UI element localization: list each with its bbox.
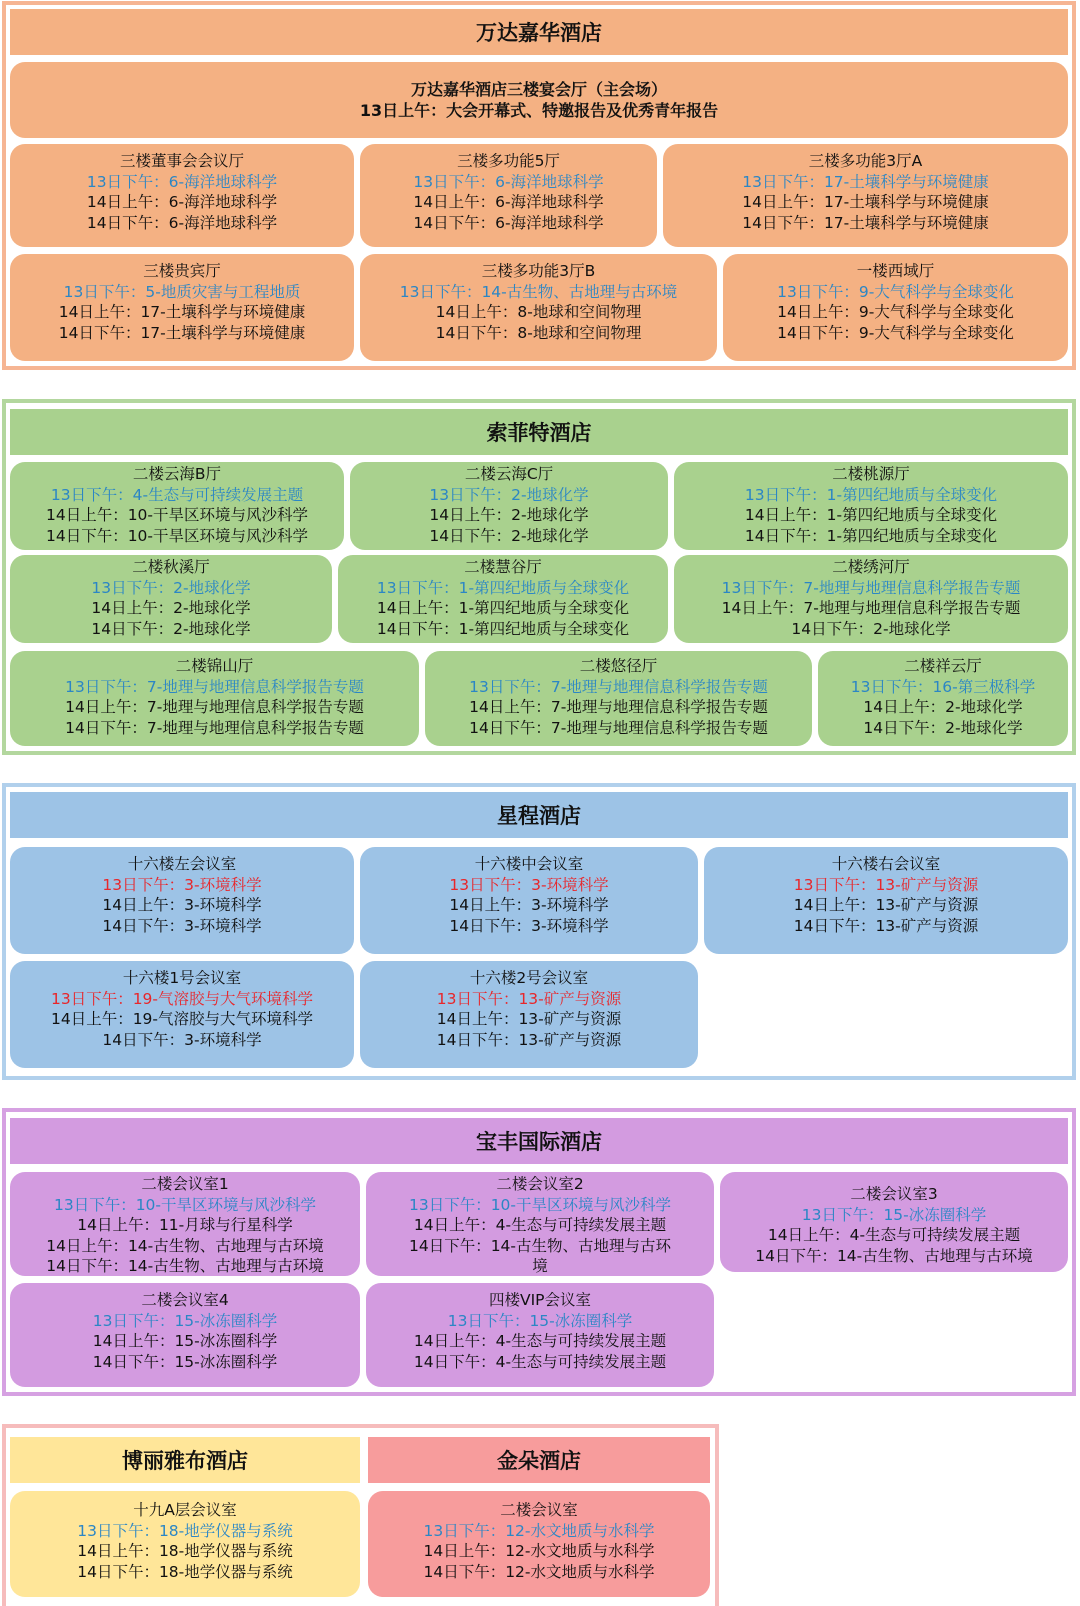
room-card bbox=[366, 1172, 714, 1276]
sofitel-header: 索菲特酒店 bbox=[10, 409, 1068, 455]
room-card bbox=[10, 1172, 360, 1276]
session-13-pm: 13日下午：15-冰冻圈科学 bbox=[92, 1311, 278, 1330]
session-14-am: 14日上午：1-第四纪地质与全球变化 bbox=[744, 506, 998, 524]
session-14-am: 14日上午：13-矿产与资源 bbox=[436, 1010, 622, 1028]
session-14-am: 14日上午：3-环境科学 bbox=[102, 896, 262, 914]
session-14-am-2: 14日上午：14-古生物、古地理与古环境 bbox=[46, 1236, 324, 1255]
room-card bbox=[360, 961, 698, 1068]
room-name: 三楼多功能5厅 bbox=[457, 152, 560, 170]
room-name: 三楼多功能3厅B bbox=[481, 262, 596, 280]
session-14-pm: 14日下午：1-第四纪地质与全球变化 bbox=[744, 526, 998, 545]
room-card bbox=[360, 254, 717, 361]
room-card bbox=[10, 254, 354, 361]
room-card bbox=[10, 144, 354, 247]
session-13-pm: 13日下午：15-冰冻圈科学 bbox=[447, 1311, 633, 1330]
session-14-am: 14日上午：2-地球化学 bbox=[863, 698, 1023, 716]
session-14-pm: 14日下午：4-生态与可持续发展主题 bbox=[413, 1352, 667, 1371]
session-14-am: 14日上午：8-地球和空间物理 bbox=[435, 303, 642, 321]
room-name: 二楼锦山厅 bbox=[175, 657, 254, 675]
session-13-pm: 13日下午：19-气溶胶与大气环境科学 bbox=[50, 989, 314, 1008]
main-hall-desc: 13日上午：大会开幕式、特邀报告及优秀青年报告 bbox=[359, 101, 719, 120]
session-13-pm: 13日下午：10-干旱区环境与风沙科学 bbox=[408, 1195, 672, 1214]
room-name: 二楼悠径厅 bbox=[579, 657, 658, 675]
session-14-am: 14日上午：10-干旱区环境与风沙科学 bbox=[45, 506, 309, 524]
session-14-am: 14日上午：2-地球化学 bbox=[429, 506, 589, 524]
room-name: 二楼绣河厅 bbox=[832, 558, 910, 576]
session-13-pm: 13日下午：2-地球化学 bbox=[91, 578, 251, 597]
session-13-pm: 13日下午：14-古生物、古地理与古环境 bbox=[399, 282, 678, 301]
session-13-pm: 13日下午：18-地学仪器与系统 bbox=[77, 1521, 293, 1540]
room-name: 二楼会议室 bbox=[500, 1501, 578, 1519]
session-14-pm: 14日下午：9-大气科学与全球变化 bbox=[777, 323, 1014, 342]
room-card bbox=[368, 1491, 710, 1597]
room-card bbox=[720, 1172, 1068, 1272]
room-name: 三楼多功能3厅A bbox=[808, 152, 923, 170]
room-name: 二楼秋溪厅 bbox=[132, 558, 210, 576]
session-13-pm: 13日下午：3-环境科学 bbox=[449, 875, 609, 894]
session-13-pm: 13日下午：12-水文地质与水科学 bbox=[423, 1521, 655, 1540]
room-name: 十六楼左会议室 bbox=[127, 855, 237, 873]
room-name: 一楼西域厅 bbox=[856, 262, 935, 280]
session-14-pm: 14日下午：2-地球化学 bbox=[863, 718, 1023, 737]
session-14-pm-wrap: 境 bbox=[532, 1257, 548, 1275]
room-name: 十六楼1号会议室 bbox=[122, 969, 242, 987]
room-card bbox=[360, 847, 698, 954]
session-14-am: 14日上午：2-地球化学 bbox=[91, 599, 251, 617]
session-13-pm: 13日下午：4-生态与可持续发展主题 bbox=[50, 485, 304, 504]
session-14-am: 14日上午：12-水文地质与水科学 bbox=[423, 1542, 655, 1560]
session-13-pm: 13日下午：7-地理与地理信息科学报告专题 bbox=[469, 677, 768, 696]
session-13-pm: 13日下午：13-矿产与资源 bbox=[793, 875, 979, 894]
session-14-pm: 14日下午：15-冰冻圈科学 bbox=[92, 1352, 278, 1371]
session-14-am: 14日上午：17-土壤科学与环境健康 bbox=[742, 193, 989, 211]
session-14-pm: 14日下午：2-地球化学 bbox=[429, 526, 589, 545]
session-14-am: 14日上午：13-矿产与资源 bbox=[793, 896, 979, 914]
session-14-pm: 14日下午：14-古生物、古地理与古环境 bbox=[755, 1246, 1033, 1265]
session-14-pm: 14日下午：13-矿产与资源 bbox=[436, 1030, 622, 1049]
session-14-pm: 14日下午：7-地理与地理信息科学报告专题 bbox=[65, 718, 364, 737]
session-14-am: 14日上午：7-地理与地理信息科学报告专题 bbox=[721, 599, 1021, 617]
session-14-am: 14日上午：7-地理与地理信息科学报告专题 bbox=[65, 698, 364, 716]
session-13-pm: 13日下午：1-第四纪地质与全球变化 bbox=[744, 485, 998, 504]
room-card bbox=[360, 144, 657, 247]
room-name: 二楼云海C厅 bbox=[464, 465, 554, 483]
session-13-pm: 13日下午：10-干旱区环境与风沙科学 bbox=[53, 1195, 317, 1214]
room-card bbox=[723, 254, 1068, 361]
session-13-pm: 13日下午：2-地球化学 bbox=[429, 485, 589, 504]
session-14-am: 14日上午：19-气溶胶与大气环境科学 bbox=[50, 1010, 314, 1028]
session-14-pm: 14日下午：1-第四纪地质与全球变化 bbox=[376, 619, 630, 638]
session-13-pm: 13日下午：9-大气科学与全球变化 bbox=[777, 282, 1014, 301]
xingcheng-header: 星程酒店 bbox=[10, 792, 1068, 838]
session-13-pm: 13日下午：1-第四纪地质与全球变化 bbox=[376, 578, 630, 597]
session-14-am: 14日上午：17-土壤科学与环境健康 bbox=[58, 303, 306, 321]
session-13-pm: 13日下午：5-地质灾害与工程地质 bbox=[63, 282, 301, 301]
session-14-pm: 14日下午：6-海洋地球科学 bbox=[413, 213, 604, 232]
session-14-pm: 14日下午：3-环境科学 bbox=[102, 916, 262, 935]
room-name: 三楼董事会会议厅 bbox=[119, 152, 244, 170]
room-name: 三楼贵宾厅 bbox=[143, 262, 221, 280]
room-card bbox=[425, 651, 812, 746]
session-14-am: 14日上午：4-生态与可持续发展主题 bbox=[767, 1226, 1021, 1244]
session-13-pm: 13日下午：16-第三极科学 bbox=[850, 677, 1036, 696]
session-14-am: 14日上午：11-月球与行星科学 bbox=[77, 1216, 293, 1234]
room-name: 二楼会议室1 bbox=[141, 1175, 229, 1193]
room-name: 四楼VIP会议室 bbox=[488, 1291, 592, 1309]
session-14-am: 14日上午：4-生态与可持续发展主题 bbox=[413, 1332, 667, 1350]
room-card bbox=[350, 462, 668, 550]
session-13-pm: 13日下午：6-海洋地球科学 bbox=[86, 172, 278, 191]
wanda-main-hall bbox=[10, 62, 1068, 138]
room-name: 二楼桃源厅 bbox=[832, 465, 910, 483]
room-name: 二楼会议室2 bbox=[496, 1175, 584, 1193]
room-card bbox=[10, 462, 344, 550]
session-14-am: 14日上午：6-海洋地球科学 bbox=[413, 193, 604, 211]
room-card bbox=[663, 144, 1068, 247]
session-14-pm: 14日下午：17-土壤科学与环境健康 bbox=[58, 323, 306, 342]
room-name: 二楼会议室3 bbox=[850, 1185, 938, 1203]
session-14-pm: 14日下午：10-干旱区环境与风沙科学 bbox=[45, 526, 309, 545]
session-14-pm: 14日下午：3-环境科学 bbox=[449, 916, 609, 935]
main-hall-title: 万达嘉华酒店三楼宴会厅（主会场） bbox=[410, 80, 667, 99]
room-card bbox=[10, 555, 332, 643]
session-14-pm: 14日下午：3-环境科学 bbox=[102, 1030, 262, 1049]
session-14-am: 14日上午：1-第四纪地质与全球变化 bbox=[376, 599, 630, 617]
room-card bbox=[704, 847, 1068, 954]
session-14-pm: 14日下午：17-土壤科学与环境健康 bbox=[742, 213, 989, 232]
session-14-am: 14日上午：6-海洋地球科学 bbox=[86, 193, 278, 211]
session-13-pm: 13日下午：15-冰冻圈科学 bbox=[801, 1205, 987, 1224]
jinduo-header: 金朵酒店 bbox=[368, 1437, 710, 1483]
session-13-pm: 13日下午：7-地理与地理信息科学报告专题 bbox=[721, 578, 1021, 597]
session-14-am: 14日上午：15-冰冻圈科学 bbox=[92, 1332, 278, 1350]
room-name: 二楼会议室4 bbox=[141, 1291, 229, 1309]
room-card bbox=[10, 1491, 360, 1597]
session-13-pm: 13日下午：13-矿产与资源 bbox=[436, 989, 622, 1008]
session-14-am: 14日上午：9-大气科学与全球变化 bbox=[777, 303, 1014, 321]
room-card bbox=[10, 1283, 360, 1387]
room-name: 十六楼右会议室 bbox=[831, 855, 941, 873]
boliyabu-header: 博丽雅布酒店 bbox=[10, 1437, 360, 1483]
session-14-pm: 14日下午：7-地理与地理信息科学报告专题 bbox=[469, 718, 768, 737]
session-14-pm: 14日下午：13-矿产与资源 bbox=[793, 916, 979, 935]
room-name: 十六楼中会议室 bbox=[474, 855, 584, 873]
session-14-pm: 14日下午：12-水文地质与水科学 bbox=[423, 1562, 655, 1581]
session-14-pm: 14日下午：14-古生物、古地理与古环 bbox=[408, 1236, 672, 1255]
room-card bbox=[10, 651, 419, 746]
session-14-am: 14日上午：4-生态与可持续发展主题 bbox=[413, 1216, 667, 1234]
session-13-pm: 13日下午：6-海洋地球科学 bbox=[413, 172, 604, 191]
room-name: 二楼云海B厅 bbox=[132, 465, 222, 483]
session-14-am: 14日上午：7-地理与地理信息科学报告专题 bbox=[469, 698, 768, 716]
session-14-pm: 14日下午：8-地球和空间物理 bbox=[435, 323, 642, 342]
session-14-pm: 14日下午：18-地学仪器与系统 bbox=[77, 1562, 293, 1581]
room-card bbox=[818, 651, 1068, 746]
room-name: 二楼祥云厅 bbox=[904, 657, 982, 675]
session-13-pm: 13日下午：17-土壤科学与环境健康 bbox=[742, 172, 989, 191]
session-13-pm: 13日下午：3-环境科学 bbox=[102, 875, 262, 894]
room-name: 十九A层会议室 bbox=[133, 1501, 237, 1519]
room-card bbox=[338, 555, 668, 643]
room-card bbox=[366, 1283, 714, 1387]
session-14-pm: 14日下午：2-地球化学 bbox=[791, 619, 951, 638]
session-14-am: 14日上午：3-环境科学 bbox=[449, 896, 609, 914]
room-name: 二楼慧谷厅 bbox=[464, 558, 542, 576]
session-14-pm: 14日下午：2-地球化学 bbox=[91, 619, 251, 638]
room-card bbox=[674, 462, 1068, 550]
session-13-pm: 13日下午：7-地理与地理信息科学报告专题 bbox=[65, 677, 364, 696]
room-card bbox=[10, 847, 354, 954]
session-14-pm: 14日下午：14-古生物、古地理与古环境 bbox=[46, 1257, 324, 1275]
session-14-pm: 14日下午：6-海洋地球科学 bbox=[86, 213, 278, 232]
room-card bbox=[674, 555, 1068, 643]
baofeng-header: 宝丰国际酒店 bbox=[10, 1118, 1068, 1164]
wanda-header: 万达嘉华酒店 bbox=[10, 9, 1068, 55]
session-14-am: 14日上午：18-地学仪器与系统 bbox=[77, 1542, 293, 1560]
room-name: 十六楼2号会议室 bbox=[469, 969, 589, 987]
room-card bbox=[10, 961, 354, 1068]
